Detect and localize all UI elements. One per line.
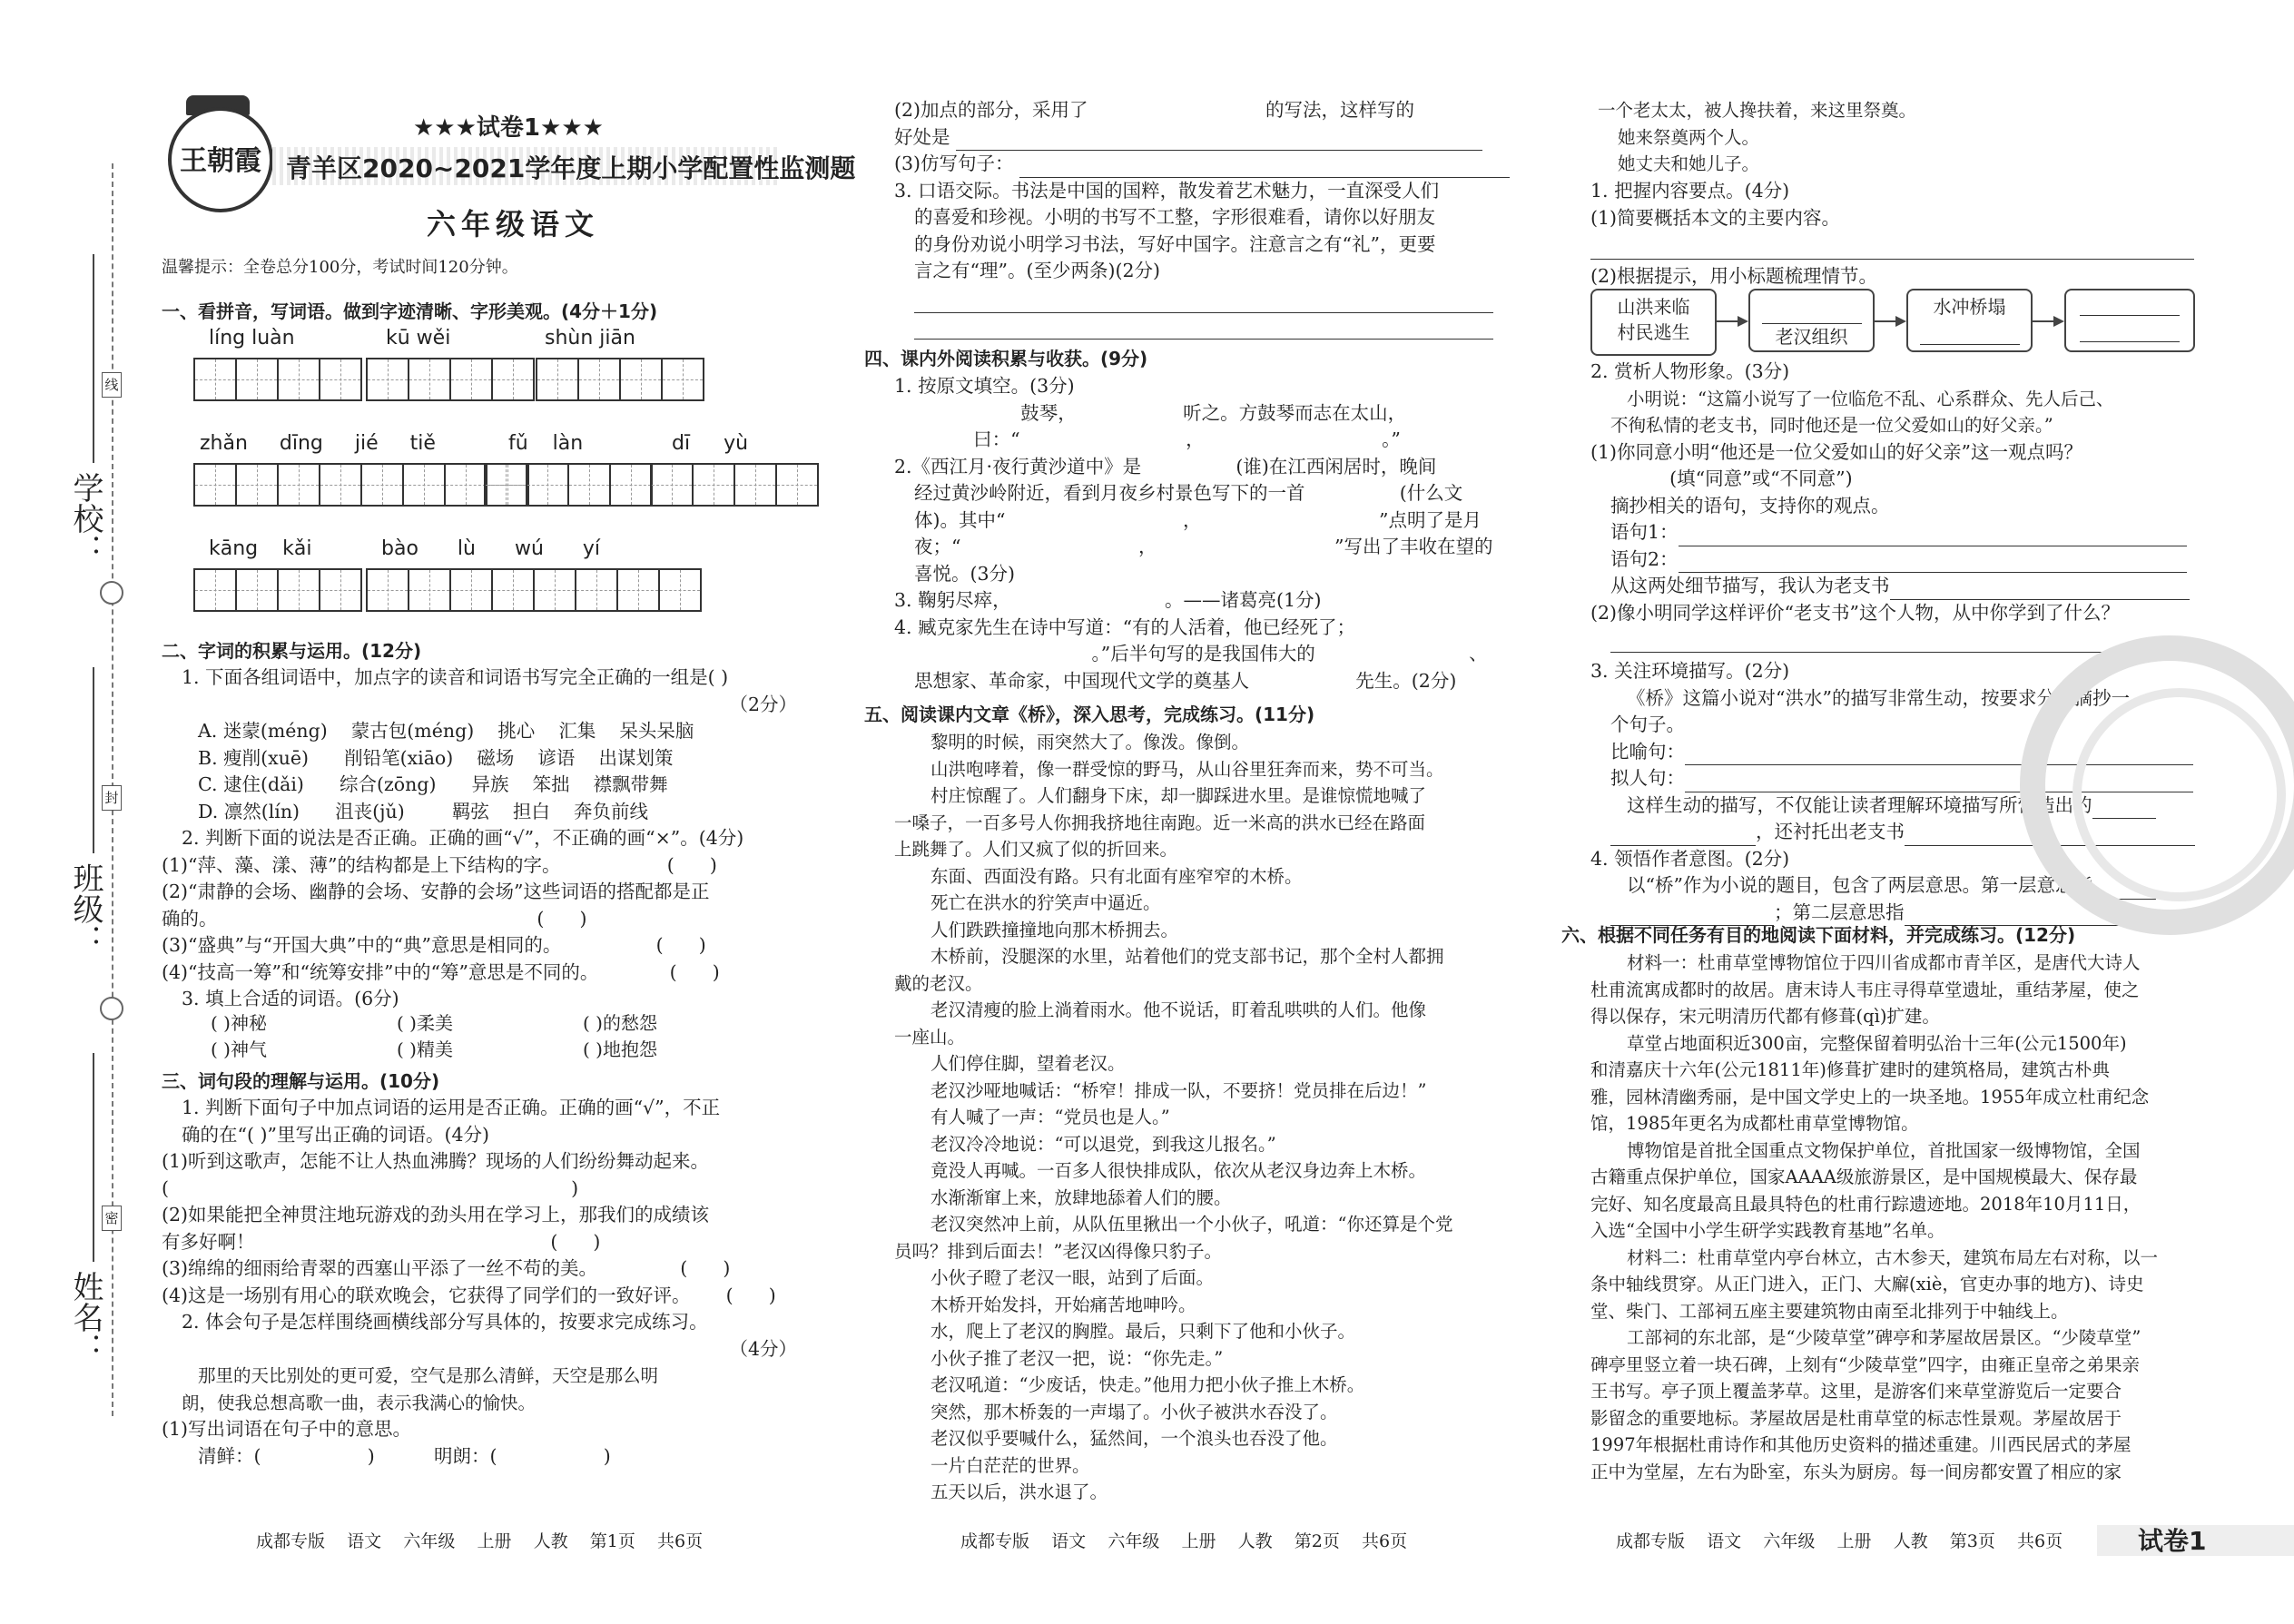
page-footer-3: 成都专版 语文 六年级 上册 人教 第3页 共6页 [1616, 1531, 2063, 1551]
quote-line: 朗，使我总想高歌一曲，表示我满心的愉快。 [182, 1392, 537, 1413]
question-line: (3)“盛典”与“开国大典”中的“典”意思是相同的。 ( ) [162, 934, 706, 956]
binding-hole [100, 581, 123, 605]
option-line: B. 瘦削(xuē) 削铅笔(xiāo) 磁场 谚语 出谋划策 [198, 746, 674, 769]
question-line: 拟人句： [1590, 765, 2194, 792]
section-5-questions [1590, 178, 2194, 290]
quote-line: 那里的天比别处的更可爱，空气是那么清鲜，天空是那么明 [198, 1365, 659, 1386]
passage-line: 一片白茫茫的世界。 [930, 1454, 1090, 1476]
question-line: 4. 臧克家先生在诗中写道：“有的人活着，他已经死了； [894, 615, 1474, 638]
question-line: 好处是 [894, 124, 1493, 152]
binding-hole [100, 997, 123, 1020]
exam-tip: 温馨提示：全卷总分100分，考试时间120分钟。 [162, 258, 518, 277]
answer-rule[interactable] [914, 292, 1493, 313]
section-2-body [162, 664, 797, 1013]
passage-line: 她来祭奠两个人。 [1618, 126, 1760, 148]
question-line: 4. 领悟作者意图。(2分) [1590, 847, 1790, 870]
question-line: 喜悦。(3分) [914, 562, 1016, 585]
question-line: 2. 赏析人物形象。(3分) [1590, 360, 1790, 382]
material-line: 影留念的重要地标。茅屋故居是杜甫草堂的标志性景观。茅屋故居于 [1590, 1407, 2122, 1429]
passage-line: 老汉冷冷地说：“可以退党，到我这儿报名。” [930, 1133, 1276, 1155]
material-line: 工部祠的东北部，是“少陵草堂”碑亭和茅屋故居景区。“少陵草堂” [1627, 1327, 2141, 1348]
passage-line: 木桥前，没腿深的水里，站着他们的党支部书记，那个全村人都拥 [930, 946, 1444, 967]
question-line: 2. 判断下面的说法是否正确。正确的画“√”，不正确的画“×”。(4分) [182, 827, 744, 849]
section-3-continued [894, 97, 1493, 340]
passage-line: 黎明的时候，雨突然大了。像泼。像倒。 [930, 732, 1250, 753]
passage-line: 一座山。 [894, 1026, 966, 1048]
question-line: 从这两处细节描写，我认为老支书 [1590, 573, 2194, 600]
plot-box-3-text: 水冲桥塌 [1933, 296, 2006, 318]
fill-word: ( )柔美 [397, 1012, 453, 1034]
passage-line: 老汉似乎要喊什么，猛然间，一个浪头也吞没了他。 [930, 1428, 1338, 1449]
question-line: (2)根据提示，用小标题梳理情节。 [1590, 265, 1878, 287]
question-line: 。”后半句写的是我国伟大的 、 [914, 643, 1488, 664]
question-line: 言之有“理”。(至少两条)(2分) [914, 260, 1160, 281]
passage-line: 突然，那木桥轰的一声塌了。小伙子被洪水吞没了。 [930, 1401, 1338, 1422]
name-field [93, 1053, 94, 1262]
subject-title: 六年级语文 [427, 207, 600, 241]
writing-grid[interactable] [368, 358, 535, 401]
paper-tag: 试卷1 [2138, 1526, 2207, 1556]
question-line: （4分） [729, 1337, 797, 1360]
question-line: 3. 关注环境描写。(2分) [1590, 660, 1790, 682]
section-3-title: 三、词句段的理解与运用。(10分) [162, 1070, 440, 1092]
question-line: (1)听到这歌声，怎能不让人热血沸腾？现场的人们纷纷舞动起来。 [162, 1150, 710, 1172]
passage-line: 她丈夫和她儿子。 [1618, 153, 1760, 174]
section-1-title: 一、看拼音，写词语。做到字迹清晰、字形美观。(4分＋1分) [162, 300, 658, 322]
question-line: 确的。 ( ) [162, 907, 587, 930]
pinyin-2: kū wěi [386, 327, 451, 349]
exam-title: 青羊区2020~2021学年度上期小学配置性监测题 [286, 153, 856, 183]
pinyin-5: fǔ làn [508, 432, 584, 455]
fill-word: ( )神秘 [211, 1012, 267, 1034]
question-line: 1. 按原文填空。(3分) [894, 375, 1075, 397]
class-field [93, 667, 94, 853]
question-line: 确的在“( )”里写出正确的词语。(4分) [182, 1123, 490, 1146]
question-line: （2分） [729, 693, 797, 715]
question-line: (4)这是一场别有用心的联欢晚会，它获得了同学们的一致好评。 ( ) [162, 1284, 776, 1306]
writing-grid[interactable] [368, 568, 702, 612]
fill-word: ( )地抱怨 [583, 1038, 657, 1060]
passage-line: 小伙子推了老汉一把，说：“你先走。” [930, 1347, 1224, 1369]
quote-line: 小明说：“这篇小说写了一位临危不乱、心系群众、先人后己、 [1627, 388, 2114, 409]
writing-grid[interactable] [195, 358, 362, 401]
question-line: 语句1： [1590, 519, 2194, 546]
section-4-body [894, 373, 1493, 694]
passage-line: 一个老太太，被人搀扶着，来这里祭奠。 [1598, 100, 1917, 121]
question-line: 1. 判断下面句子中加点词语的运用是否正确。正确的画“√”，不正 [182, 1097, 721, 1118]
question-line: 体)。其中“ ， ”点明了是月 [914, 508, 1482, 531]
material-line: 完好、知名度最高且最具特色的杜甫行踪遗迹地。2018年10月11日， [1590, 1193, 2141, 1215]
passage-line: 老汉突然冲上前，从队伍里揪出一个小伙子，吼道：“你还算是个党 [930, 1214, 1453, 1235]
question-line: 比喻句： [1590, 739, 2194, 766]
question-line: 2.《西江月·夜行黄沙道中》是 (谁)在江西闲居时，晚间 [894, 455, 1437, 477]
material-line: 馆，1985年更名为成都杜甫草堂博物馆。 [1590, 1113, 1919, 1134]
material-line: 材料一：杜甫草堂博物馆位于四川省成都市青羊区，是唐代大诗人 [1627, 952, 2141, 973]
writing-grid[interactable] [195, 463, 529, 507]
passage-line: 五天以后，洪水退了。 [930, 1481, 1108, 1502]
writing-grid[interactable] [652, 463, 819, 507]
material-line: 古籍重点保护单位，国家AAAA级旅游景区，是中国规模最大、保存最 [1590, 1166, 2138, 1187]
material-line: 1997年根据杜甫诗作和其他历史资料的描述重建。川西民居式的茅屋 [1590, 1434, 2132, 1455]
passage-line: 老汉清瘦的脸上淌着雨水。他不说话，盯着乱哄哄的人们。他像 [930, 999, 1427, 1020]
section-4-title: 四、课内外阅读积累与收获。(9分) [864, 348, 1148, 369]
material-line: 和清嘉庆十六年(公元1811年)修葺扩建时的建筑格局，建筑古朴典 [1590, 1059, 2110, 1080]
question-line: (填“同意”或“不同意”) [1610, 468, 1853, 489]
material-line: 得以保存，宋元明清历代都有修葺(qì)扩建。 [1590, 1006, 1940, 1027]
binding-mark-line: 线 [102, 372, 122, 398]
material-line: 入选“全国中小学生研学实践教育基地”名单。 [1590, 1220, 1945, 1241]
material-line: 条中轴线贯穿。从正门进入，正门、大廨(xiè，官吏办事的地方)、诗史 [1590, 1274, 2144, 1294]
question-line: 曰：“ ， 。” [914, 428, 1401, 450]
section-2-title: 二、字词的积累与运用。(12分) [162, 640, 422, 662]
passage-line: 戴的老汉。 [894, 972, 983, 994]
material-line: 草堂占地面积近300亩，完整保留着明弘治十三年(公元1500年) [1627, 1032, 2127, 1054]
question-line: (1)你同意小明“他还是一位父爱如山的好父亲”这一观点吗？ [1590, 440, 2082, 463]
name-label: 姓名： [67, 1271, 103, 1363]
material-line: 堂、柴门、工部祠五座主要建筑物由南至北排列于中轴线上。 [1590, 1300, 2069, 1322]
pinyin-8: bào lù wú yí [381, 537, 601, 560]
question-line: (4)“技高一筹”和“统筹安排”中的“筹”意思是不同的。 ( ) [162, 960, 720, 983]
question-line: 2. 体会句子是怎样围绕画横线部分写具体的，按要求完成练习。 [182, 1311, 708, 1333]
pinyin-4: zhǎn dīng jié tiě [200, 432, 436, 455]
answer-rule[interactable] [1590, 239, 2194, 260]
question-line: 3. 鞠躬尽瘁， 。——诸葛亮(1分) [894, 589, 1322, 611]
material-line: 杜甫流寓成都时的故居。唐末诗人韦庄寻得草堂遗址，重结茅屋，使之 [1590, 979, 2140, 1000]
passage-line: 老汉沙哑地喊话：“桥窄！排成一队，不要挤！党员排在后边！” [930, 1079, 1427, 1101]
question-line: 1. 把握内容要点。(4分) [1590, 180, 1790, 202]
answer-rule[interactable] [914, 319, 1493, 340]
passage-line: 山洪咆哮着，像一群受惊的野马，从山谷里狂奔而来，势不可当。 [930, 758, 1444, 780]
question-line: 以“桥”作为小说的题目，包含了两层意思。第一层意思指 [1590, 872, 2194, 900]
logo-text: 王朝霞 [180, 145, 261, 177]
material-line: 正中为堂屋，左右为卧室，东头为厨房。每一间房都安置了相应的家 [1590, 1461, 2122, 1482]
fill-word: ( )的愁怨 [583, 1012, 657, 1034]
plot-box-2-text: 老汉组织 [1775, 326, 1848, 348]
question-line: 思想家、革命家，中国现代文学的奠基人 先生。(2分) [914, 669, 1457, 692]
writing-grid[interactable] [195, 568, 362, 612]
material-line: 王书写。亭子顶上覆盖茅草。这里，是游客们来草堂游览后一定要合 [1590, 1381, 2122, 1402]
passage-bridge [894, 729, 1493, 1506]
section-3-body [162, 1095, 797, 1470]
school-field [93, 254, 94, 463]
plot-box-1: 山洪来临 村民逃生 [1590, 289, 1717, 356]
passage-line: 员吗？排到后面去！”老汉凶得像只豹子。 [894, 1240, 1222, 1262]
question-line: 1. 下面各组词语中，加点字的读音和词语书写完全正确的一组是( ) [182, 666, 729, 688]
page-footer-2: 成都专版 语文 六年级 上册 人教 第2页 共6页 [960, 1531, 1408, 1551]
passage-line: 竟没人再喊。一百多人很快排成队，依次从老汉身边奔上木桥。 [930, 1160, 1427, 1181]
question-line: (1)“萍、藻、漾、薄”的结构都是上下结构的字。 ( ) [162, 853, 717, 876]
writing-grid[interactable] [537, 358, 704, 401]
passage-line: 水，爬上了老汉的胸膛。最后，只剩下了他和小伙子。 [930, 1321, 1356, 1342]
arrow-icon [1873, 320, 1905, 322]
question-line: 夜；“ ， ”写出了丰收在望的 [914, 536, 1493, 557]
material-line: 碑亭里竖立着一块石碑，上刻有“少陵草堂”四字，由雍正皇帝之弟果亲 [1590, 1353, 2140, 1375]
passage-line: 木桥开始发抖，开始痛苦地呻吟。 [930, 1294, 1196, 1315]
passage-line: 水渐渐窜上来，放肆地舔着人们的腰。 [930, 1186, 1232, 1208]
fill-word: ( )神气 [211, 1038, 267, 1060]
answer-line: 清鲜：( ) 明朗：( ) [198, 1444, 611, 1467]
question-line: (1)写出词语在句子中的意思。 [162, 1418, 412, 1440]
passage-line: 老汉吼道：“少废话，快走。”他用力把小伙子推上木桥。 [930, 1374, 1365, 1395]
passage-line: 有人喊了一声：“党员也是人。” [930, 1107, 1170, 1127]
pinyin-7: kāng kǎi [209, 537, 312, 560]
option-line: C. 逮住(dǎi) 综合(zōng) 异族 笨拙 襟飘带舞 [198, 773, 668, 795]
class-label: 班级： [67, 862, 103, 955]
question-line: 经过黄沙岭附近，看到月夜乡村景色写下的一首 (什么文 [914, 482, 1463, 504]
question-line: ；第二层意思指 [1590, 900, 2194, 927]
passage-line: 死亡在洪水的狞笑声中逼近。 [930, 892, 1161, 913]
paper-label: ★★★试卷1★★★ [413, 114, 604, 142]
section-5-title: 五、阅读课内文章《桥》，深入思考，完成练习。(11分) [864, 704, 1315, 725]
fill-words-group [211, 1010, 657, 1063]
material-line: 材料二：杜甫草堂内亭台林立，古木参天，建筑布局左右对称，以一 [1627, 1246, 2159, 1268]
plot-box-4[interactable] [2064, 289, 2195, 352]
material-line: 雅，园林清幽秀丽，是中国文学史上的一块圣地。1955年成立杜甫纪念 [1590, 1086, 2150, 1107]
arrow-icon [2031, 320, 2063, 322]
option-line: D. 凛然(lín) 沮丧(jǔ) 羁弦 担白 奔负前线 [198, 800, 648, 822]
question-line: 3. 口语交际。书法是中国的国粹，散发着艺术魅力，一直深受人们 [894, 179, 1440, 202]
material-line: 博物馆是首批全国重点文物保护单位，首批国家一级博物馆，全国 [1627, 1139, 2141, 1161]
writing-grid[interactable] [486, 463, 653, 507]
passage-line: 人们跌跌撞撞地向那木桥拥去。 [930, 919, 1179, 940]
section-6-title: 六、根据不同任务有目的地阅读下面材料，并完成练习。(12分) [1561, 924, 2076, 946]
pinyin-1: líng luàn [209, 327, 295, 349]
fill-word: ( )精美 [397, 1038, 453, 1060]
binding-mark-secret: 密 [102, 1206, 122, 1231]
passage-line: 东面、西面没有路。只有北面有座窄窄的木桥。 [930, 865, 1303, 887]
question-line: (3)仿写句子： [894, 151, 1493, 178]
passage-bridge-end [1598, 97, 2197, 178]
page-footer-1: 成都专版 语文 六年级 上册 人教 第1页 共6页 [256, 1531, 704, 1551]
plot-box-3[interactable] [1906, 289, 2033, 352]
question-line: (2)加点的部分，采用了 的写法，这样写的 [894, 99, 1415, 121]
arrow-icon [1715, 320, 1747, 322]
passage-line: 小伙子瞪了老汉一眼，站到了后面。 [930, 1267, 1215, 1288]
question-line: 这样生动的描写，不仅能让读者理解环境描写所营造出的 [1590, 792, 2194, 820]
question-line: 3. 填上合适的词语。(6分) [182, 988, 399, 1009]
passage-line: 一嗓子，一百多号人你拥我挤地往南跑。近一米高的洪水已经在路面 [894, 812, 1426, 833]
binding-mark-seal: 封 [102, 785, 122, 811]
passage-line: 上跳舞了。人们又疯了似的折回来。 [894, 839, 1178, 860]
pinyin-3: shùn jiān [545, 327, 635, 349]
question-line: 的喜爱和珍视。小明的书写不工整，字形很难看，请你以好朋友 [914, 206, 1435, 228]
school-label: 学校： [67, 472, 103, 565]
question-line: (2)像小明同学这样评价“老支书”这个人物，从中你学到了什么？ [1590, 601, 2120, 624]
pinyin-6: dī yù [672, 432, 749, 455]
passage-line: 村庄惊醒了。人们翻身下床，却一脚踩进水里。是谁惊慌地喊了 [930, 785, 1427, 806]
plot-box-2[interactable] [1748, 289, 1875, 352]
quote-line: 不徇私情的老支书，同时他还是一位父爱如山的好父亲。” [1610, 415, 2053, 436]
question-line: (3)绵绵的细雨给青翠的西塞山平添了一丝不苟的美。 ( ) [162, 1257, 731, 1279]
question-line: 有多好啊！ ( ) [162, 1230, 601, 1253]
question-line: 《桥》这篇小说对“洪水”的描写非常生动，按要求分别摘抄一 [1627, 686, 2130, 709]
question-line: (1)简要概括本文的主要内容。 [1590, 206, 1841, 229]
question-line: 摘抄相关的语句，支持你的观点。 [1610, 494, 1890, 517]
option-line: A. 迷蒙(méng) 蒙古包(méng) 挑心 汇集 呆头呆脑 [198, 720, 694, 742]
material-text [1590, 950, 2194, 1485]
question-line: 语句2： [1590, 546, 2194, 574]
brand-logo [168, 107, 273, 212]
question-line: 鼓琴， 听之。方鼓琴而志在太山， [914, 401, 1407, 424]
question-line: 个句子。 [1610, 714, 1685, 735]
passage-line: 人们停住脚，望着老汉。 [930, 1053, 1126, 1074]
question-line: (2)“肃静的会场、幽静的会场、安静的会场”这些词语的搭配都是正 [162, 881, 710, 902]
question-line: 的身份劝说小明学习书法，写好中国字。注意言之有“礼”，更要 [914, 232, 1436, 255]
question-line: (2)如果能把全神贯注地玩游戏的劲头用在学习上，那我们的成绩该 [162, 1204, 710, 1225]
question-line: ，还衬托出老支书 [1590, 819, 2194, 846]
answer-line: ( ) [162, 1176, 579, 1199]
